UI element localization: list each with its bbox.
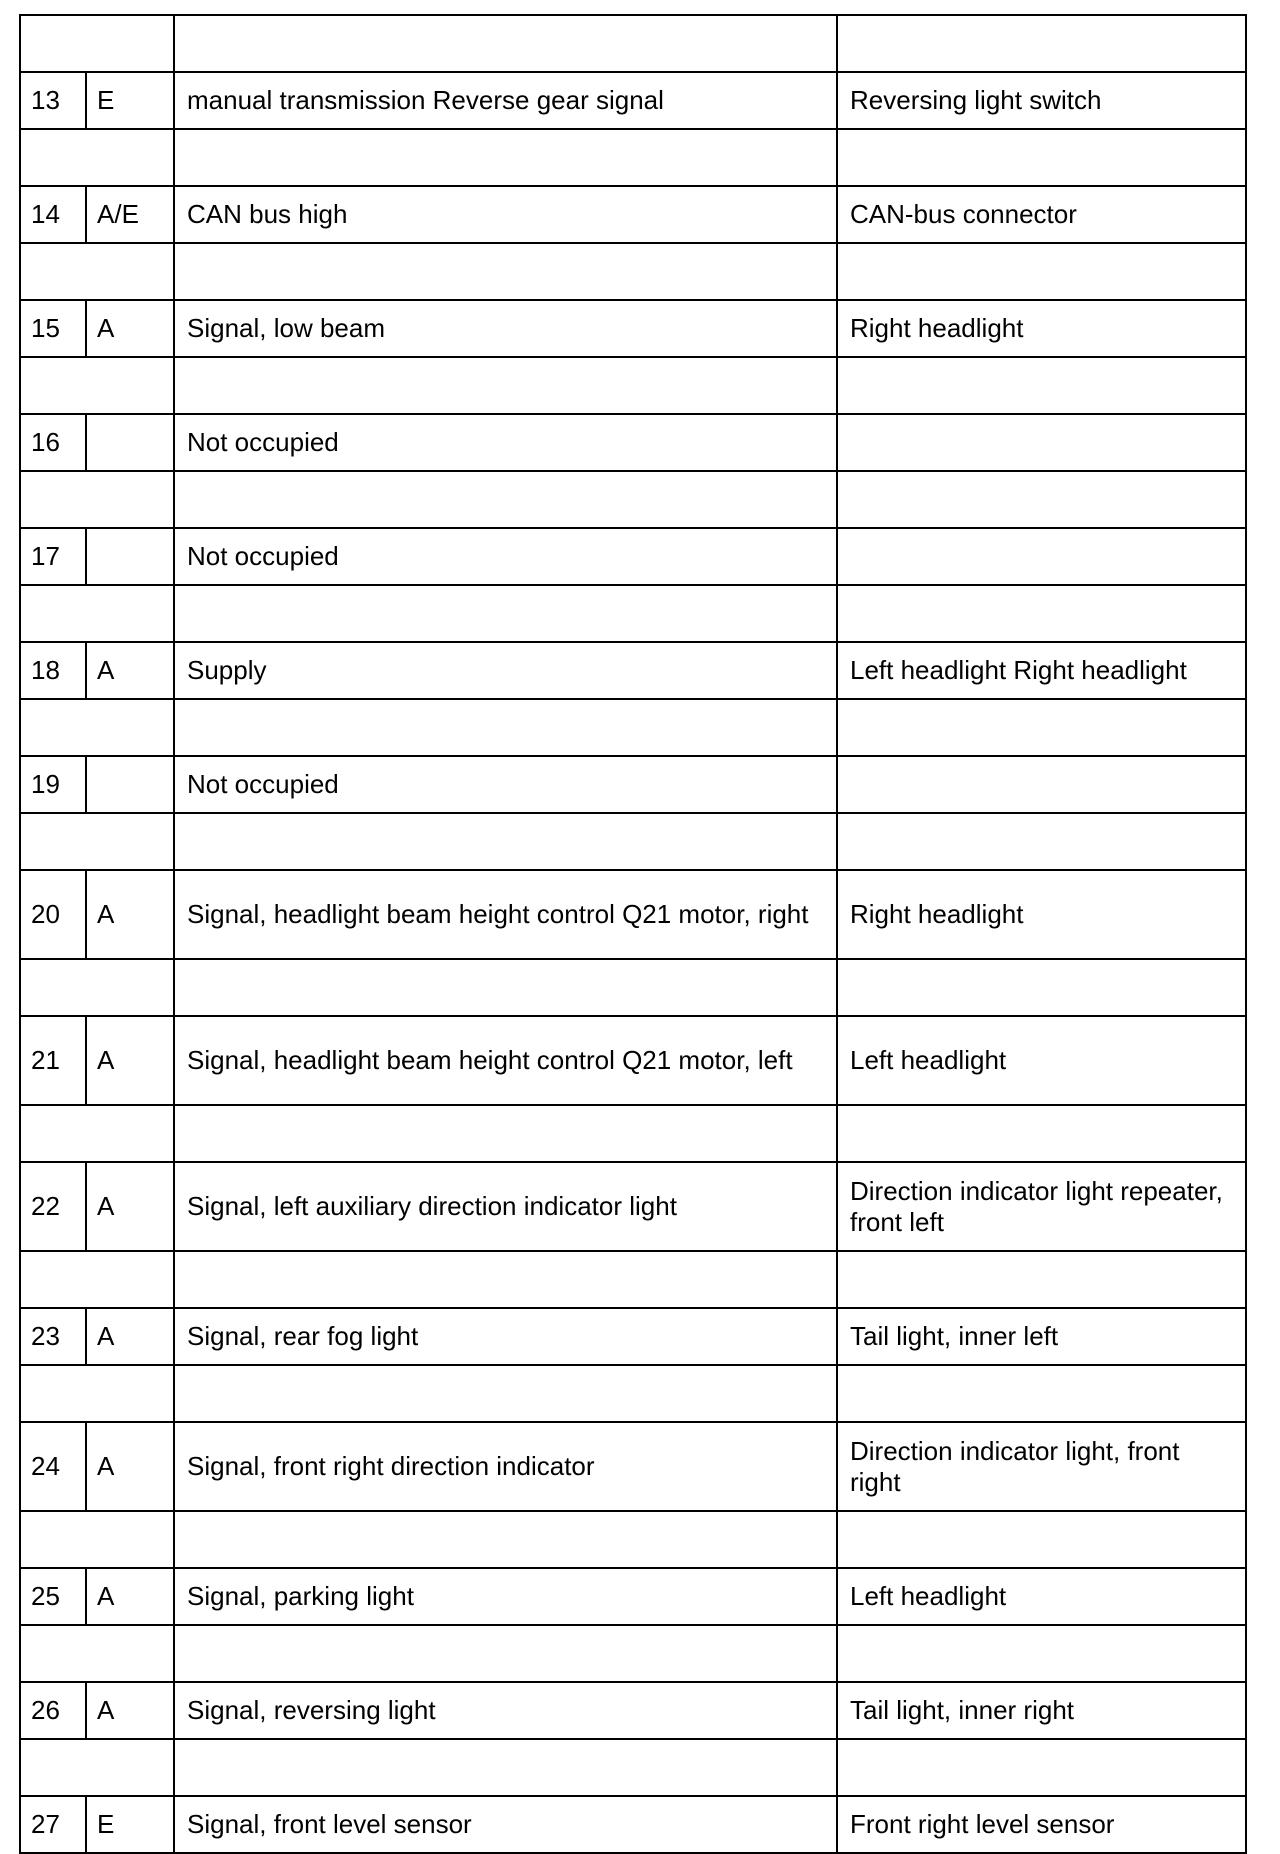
connector-cell: A: [86, 642, 174, 699]
table-row: [20, 1016, 1246, 1105]
component-cell: Front right level sensor: [837, 1796, 1246, 1853]
pin-number-cell: 27: [20, 1796, 86, 1853]
component-cell: [837, 528, 1246, 585]
spacer-row: [20, 585, 1246, 642]
connector-cell: A: [86, 1422, 174, 1511]
empty-cell: [837, 1739, 1246, 1796]
empty-cell: [837, 1625, 1246, 1682]
pin-number-cell: 17: [20, 528, 86, 585]
empty-cell: [20, 1511, 174, 1568]
connector-cell: [86, 528, 174, 585]
empty-cell: [20, 959, 174, 1016]
spacer-row: [20, 959, 1246, 1016]
empty-cell: [20, 243, 174, 300]
spacer-row: [20, 129, 1246, 186]
signal-description-cell: Signal, headlight beam height control Q21 motor, left: [174, 1016, 837, 1105]
pin-number-cell: 24: [20, 1422, 86, 1511]
pin-number-cell: 15: [20, 300, 86, 357]
pin-number-cell: 25: [20, 1568, 86, 1625]
spacer-row: [20, 15, 1246, 72]
table-row: [20, 186, 1246, 243]
spacer-row: [20, 471, 1246, 528]
component-cell: Left headlight: [837, 1568, 1246, 1625]
empty-cell: [837, 585, 1246, 642]
component-cell: Left headlight: [837, 1016, 1246, 1105]
empty-cell: [174, 243, 837, 300]
empty-cell: [174, 15, 837, 72]
component-cell: Left headlight Right headlight: [837, 642, 1246, 699]
table-row: [20, 1796, 1246, 1853]
empty-cell: [174, 699, 837, 756]
table-row: [20, 870, 1246, 959]
signal-description-cell: Not occupied: [174, 756, 837, 813]
table-row: [20, 1422, 1246, 1511]
empty-cell: [837, 129, 1246, 186]
signal-description-cell: CAN bus high: [174, 186, 837, 243]
empty-cell: [20, 129, 174, 186]
empty-cell: [174, 1739, 837, 1796]
connector-cell: A: [86, 870, 174, 959]
signal-description-cell: Signal, low beam: [174, 300, 837, 357]
connector-cell: [86, 414, 174, 471]
signal-description-cell: manual transmission Reverse gear signal: [174, 72, 837, 129]
table-row: [20, 1162, 1246, 1251]
pin-number-cell: 19: [20, 756, 86, 813]
spacer-row: [20, 813, 1246, 870]
table-row: [20, 1682, 1246, 1739]
signal-description-cell: Signal, headlight beam height control Q21 motor, right: [174, 870, 837, 959]
connector-cell: A: [86, 1308, 174, 1365]
component-cell: [837, 756, 1246, 813]
empty-cell: [20, 15, 174, 72]
empty-cell: [174, 1625, 837, 1682]
component-cell: Reversing light switch: [837, 72, 1246, 129]
connector-cell: A: [86, 1016, 174, 1105]
empty-cell: [174, 959, 837, 1016]
pin-number-cell: 18: [20, 642, 86, 699]
pin-number-cell: 21: [20, 1016, 86, 1105]
pin-number-cell: 20: [20, 870, 86, 959]
empty-cell: [837, 1365, 1246, 1422]
spacer-row: [20, 1625, 1246, 1682]
signal-description-cell: Supply: [174, 642, 837, 699]
table-row: [20, 1308, 1246, 1365]
connector-cell: A: [86, 1162, 174, 1251]
component-cell: Right headlight: [837, 870, 1246, 959]
empty-cell: [174, 1365, 837, 1422]
empty-cell: [20, 357, 174, 414]
table-row: [20, 642, 1246, 699]
empty-cell: [837, 243, 1246, 300]
empty-cell: [174, 1511, 837, 1568]
spacer-row: [20, 1739, 1246, 1796]
empty-cell: [174, 129, 837, 186]
connector-cell: [86, 756, 174, 813]
pin-number-cell: 13: [20, 72, 86, 129]
empty-cell: [20, 1739, 174, 1796]
spacer-row: [20, 1511, 1246, 1568]
signal-description-cell: Signal, parking light: [174, 1568, 837, 1625]
table-row: [20, 756, 1246, 813]
empty-cell: [20, 1365, 174, 1422]
pin-assignment-table: [19, 14, 1247, 1854]
pin-table-body: [20, 15, 1246, 1853]
pin-number-cell: 23: [20, 1308, 86, 1365]
table-row: [20, 414, 1246, 471]
connector-cell: A: [86, 300, 174, 357]
component-cell: Tail light, inner right: [837, 1682, 1246, 1739]
spacer-row: [20, 1105, 1246, 1162]
empty-cell: [837, 1251, 1246, 1308]
empty-cell: [837, 959, 1246, 1016]
signal-description-cell: Signal, reversing light: [174, 1682, 837, 1739]
table-row: [20, 528, 1246, 585]
component-cell: Right headlight: [837, 300, 1246, 357]
empty-cell: [20, 585, 174, 642]
component-cell: Direction indicator light repeater, front left: [837, 1162, 1246, 1251]
spacer-row: [20, 357, 1246, 414]
table-row: [20, 1568, 1246, 1625]
connector-cell: A: [86, 1682, 174, 1739]
spacer-row: [20, 699, 1246, 756]
empty-cell: [20, 1251, 174, 1308]
connector-cell: A/E: [86, 186, 174, 243]
pin-number-cell: 16: [20, 414, 86, 471]
signal-description-cell: Signal, front right direction indicator: [174, 1422, 837, 1511]
pin-number-cell: 22: [20, 1162, 86, 1251]
pin-number-cell: 14: [20, 186, 86, 243]
component-cell: CAN-bus connector: [837, 186, 1246, 243]
table-row: [20, 72, 1246, 129]
empty-cell: [20, 1625, 174, 1682]
empty-cell: [837, 1511, 1246, 1568]
empty-cell: [20, 813, 174, 870]
signal-description-cell: Signal, left auxiliary direction indicator light: [174, 1162, 837, 1251]
component-cell: [837, 414, 1246, 471]
signal-description-cell: Signal, front level sensor: [174, 1796, 837, 1853]
component-cell: Direction indicator light, front right: [837, 1422, 1246, 1511]
empty-cell: [837, 471, 1246, 528]
empty-cell: [837, 813, 1246, 870]
signal-description-cell: Not occupied: [174, 528, 837, 585]
connector-cell: E: [86, 1796, 174, 1853]
empty-cell: [174, 1251, 837, 1308]
empty-cell: [837, 357, 1246, 414]
empty-cell: [20, 471, 174, 528]
connector-cell: A: [86, 1568, 174, 1625]
empty-cell: [20, 699, 174, 756]
table-row: [20, 300, 1246, 357]
spacer-row: [20, 243, 1246, 300]
empty-cell: [174, 585, 837, 642]
empty-cell: [837, 699, 1246, 756]
connector-cell: E: [86, 72, 174, 129]
empty-cell: [20, 1105, 174, 1162]
empty-cell: [837, 1105, 1246, 1162]
signal-description-cell: Not occupied: [174, 414, 837, 471]
spacer-row: [20, 1365, 1246, 1422]
empty-cell: [837, 15, 1246, 72]
empty-cell: [174, 813, 837, 870]
pin-number-cell: 26: [20, 1682, 86, 1739]
component-cell: Tail light, inner left: [837, 1308, 1246, 1365]
empty-cell: [174, 357, 837, 414]
empty-cell: [174, 471, 837, 528]
spacer-row: [20, 1251, 1246, 1308]
empty-cell: [174, 1105, 837, 1162]
signal-description-cell: Signal, rear fog light: [174, 1308, 837, 1365]
